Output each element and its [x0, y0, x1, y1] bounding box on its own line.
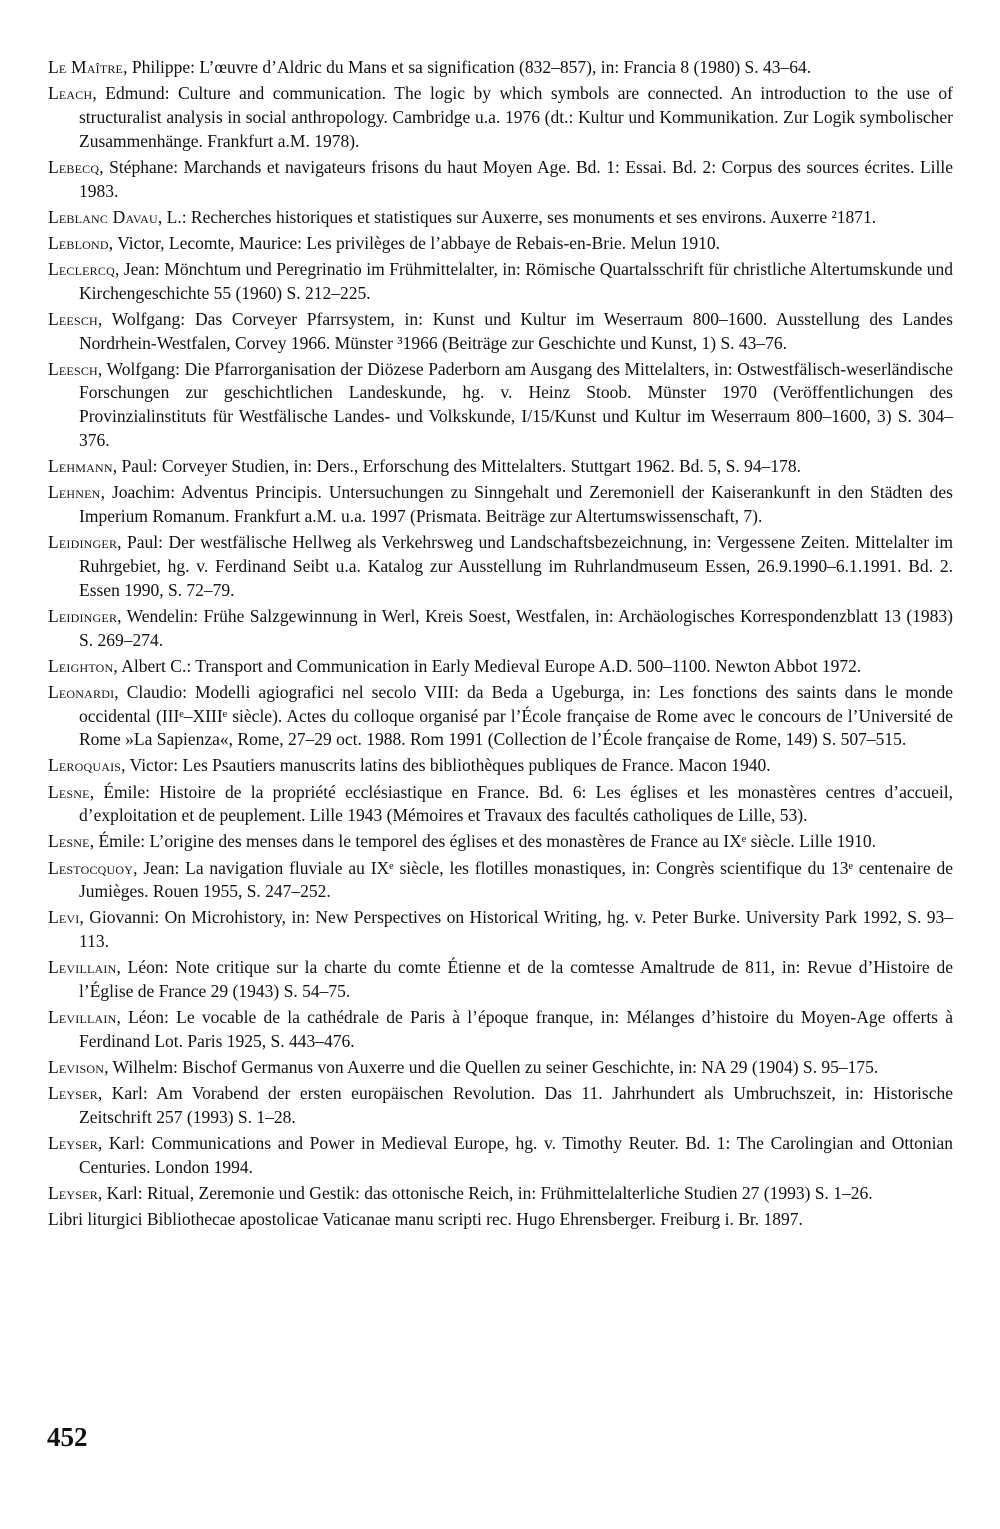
bibliography-entry	[48, 830, 953, 854]
entry-text: , Albert C.: Transport and Communication in Early Medieval Europe A.D. 500–1100. Newton Abbot 1972.	[113, 655, 862, 676]
entry-author: Levi	[48, 907, 80, 928]
page-number: 452	[47, 1422, 88, 1452]
bibliography-entry	[48, 258, 953, 306]
bibliography-entry	[48, 156, 953, 204]
entry-author: Leyser	[48, 1083, 98, 1104]
entry-text: , Wolfgang: Die Pfarrorganisation der Diözese Paderborn am Ausgang des Mittelalters, in: Ostwestfälisch-weserländische Forschungen zur geschichtlichen Landeskunde, hg. v. Heinz Stoob. Münster 1970 (Veröffentlichungen des Provinzialinstituts für Westfälische Landes- und Volkskunde, I/15/Kunst und Kultur im Weserraum 800–1600, 3) S. 304–376.	[79, 358, 953, 451]
bibliography-entry	[48, 358, 953, 453]
entry-text: , Giovanni: On Microhistory, in: New Perspectives on Historical Writing, hg. v. Peter Burke. University Park 1992, S. 93–113.	[79, 907, 953, 952]
bibliography-entry	[48, 308, 953, 356]
bibliography-entry	[48, 1056, 953, 1080]
entry-text: , Edmund: Culture and communication. The logic by which symbols are connected. An introduction to the use of structuralist analysis in social anthropology. Cambridge u.a. 1976 (dt.: Kultur und Kommunikation. Zur Logik symbolischer Zusammenhänge. Frankfurt a.M. 1978).	[79, 83, 953, 151]
bibliography-entry	[48, 605, 953, 653]
entry-text: , Jean: Mönchtum und Peregrinatio im Frühmittelalter, in: Römische Quartalsschrift für christliche Altertumskunde und Kirchengeschichte 55 (1960) S. 212–225.	[79, 258, 953, 303]
entry-text: , Paul: Der westfälische Hellweg als Verkehrsweg und Landschaftsbezeichnung, in: Vergessene Zeiten. Mittelalter im Ruhrgebiet, hg. v. Ferdinand Seibt u.a. Katalog zur Ausstellung im Ruhrlandmuseum Essen, 26.9.1990–6.1.1991. Bd. 2. Essen 1990, S. 72–79.	[79, 532, 953, 600]
entry-text: , Philippe: L’œuvre d’Aldric du Mans et sa signification (832–857), in: Francia 8 (1980) S. 43–64.	[123, 57, 812, 77]
bibliography-entry	[48, 906, 953, 954]
entry-text: , Victor, Lecomte, Maurice: Les privilèges de l’abbaye de Rebais-en-Brie. Melun 1910.	[108, 232, 720, 253]
entry-text: , Karl: Ritual, Zeremonie und Gestik: das ottonische Reich, in: Frühmittelalterliche Studien 27 (1993) S. 1–26.	[97, 1182, 873, 1203]
entry-author: Leroquais	[48, 755, 122, 776]
bibliography-list	[48, 56, 953, 1234]
bibliography-entry	[48, 481, 953, 529]
entry-text: , Émile: L’origine des menses dans le temporel des églises et des monastères de France au IXᵉ siècle. Lille 1910.	[89, 831, 876, 852]
entry-author: Lebecq	[48, 156, 100, 177]
entry-text: , Wolfgang: Das Corveyer Pfarrsystem, in: Kunst und Kultur im Weserraum 800–1600. Ausstellung des Landes Nordrhein-Westfalen, Corvey 1966. Münster ³1966 (Beiträge zur Geschichte und Kunst, 1) S. 43–76.	[79, 308, 953, 353]
entry-author: Leyser	[48, 1133, 98, 1154]
entry-author: Lehmann	[48, 456, 113, 477]
bibliography-entry	[48, 1082, 953, 1130]
bibliography-entry	[48, 1208, 953, 1232]
bibliography-entry	[48, 531, 953, 602]
entry-author: Leblanc Davau	[48, 206, 158, 227]
bibliography-entry	[48, 655, 953, 679]
bibliography-entry	[48, 232, 953, 256]
entry-author: Leesch	[48, 308, 98, 329]
entry-author: Leighton	[48, 655, 114, 676]
entry-text: , Wilhelm: Bischof Germanus von Auxerre und die Quellen zu seiner Geschichte, in: NA 29 (1904) S. 95–175.	[104, 1057, 879, 1078]
entry-text: , Léon: Note critique sur la charte du comte Étienne et de la comtesse Amaltrude de 811, in: Revue d’Histoire de l’Église de France 29 (1943) S. 54–75.	[79, 957, 953, 1002]
bibliography-entry	[48, 857, 953, 905]
entry-author: Leclercq	[48, 258, 115, 279]
entry-text: Libri liturgici Bibliothecae apostolicae Vaticanae manu scripti rec. Hugo Ehrensberger. Freiburg i. Br. 1897.	[48, 1209, 803, 1230]
entry-author: Levillain	[48, 957, 117, 978]
entry-author: Levillain	[48, 1007, 117, 1028]
bibliography-entry	[48, 1132, 953, 1180]
entry-text: , Émile: Histoire de la propriété ecclésiastique en France. Bd. 6: Les églises et les monastères centres d’accueil, d’exploitation et de peuplement. Lille 1943 (Mémoires et Travaux des facultés catholiques de Lille, 53).	[79, 781, 953, 826]
entry-text: , Victor: Les Psautiers manuscrits latins des bibliothèques publiques de France. Macon 1940.	[121, 755, 771, 776]
entry-text: , Paul: Corveyer Studien, in: Ders., Erforschung des Mittelalters. Stuttgart 1962. Bd. 5, S. 94–178.	[112, 456, 802, 477]
bibliography-entry	[48, 1006, 953, 1054]
entry-author: Lehnen	[48, 482, 101, 503]
entry-text: , L.: Recherches historiques et statistiques sur Auxerre, ses monuments et ses environs. Auxerre ²1871.	[157, 206, 877, 227]
bibliography-entry	[48, 455, 953, 479]
entry-author: Leyser	[48, 1182, 98, 1203]
entry-text: , Léon: Le vocable de la cathédrale de Paris à l’époque franque, in: Mélanges d’histoire du Moyen-Age offerts à Ferdinand Lot. Paris 1925, S. 443–476.	[79, 1007, 953, 1052]
entry-author: Leblond	[48, 232, 109, 253]
bibliography-entry	[48, 56, 953, 80]
entry-text: , Karl: Communications and Power in Medieval Europe, hg. v. Timothy Reuter. Bd. 1: The Carolingian and Ottonian Centuries. London 1994.	[79, 1133, 953, 1177]
entry-author: Levison	[48, 1057, 105, 1078]
bibliography-entry	[48, 781, 953, 829]
bibliography-entry	[48, 956, 953, 1004]
bibliography-entry	[48, 681, 953, 752]
entry-text: , Wendelin: Frühe Salzgewinnung in Werl, Kreis Soest, Westfalen, in: Archäologisches Korrespondenzblatt 13 (1983) S. 269–274.	[79, 605, 953, 650]
entry-author: Leidinger	[48, 605, 118, 626]
entry-text: , Claudio: Modelli agiografici nel secolo VIII: da Beda a Ugeburga, in: Les fonctions des saints dans le monde occidental (IIIᵉ–XIIIᵉ siècle). Actes du colloque organisé par l’École française de Rome avec le concours de l’Université de Rome »La Sapienza«, Rome, 27–29 oct. 1988. Rom 1991 (Collection de l’École française de Rome, 149) S. 507–515.	[79, 681, 953, 750]
entry-text: , Jean: La navigation fluviale au IXᵉ siècle, les flotilles monastiques, in: Congrès scientifique du 13ᵉ centenaire de Jumièges. Rouen 1955, S. 247–252.	[79, 857, 953, 902]
bibliography-entry	[48, 754, 953, 778]
bibliography-entry	[48, 206, 953, 230]
entry-author: Le Maître	[48, 57, 124, 77]
entry-author: Leidinger	[48, 532, 118, 553]
bibliography-entry	[48, 1182, 953, 1206]
entry-text: , Joachim: Adventus Principis. Untersuchungen zu Sinngehalt und Zeremoniell der Kaiserankunft in den Städten des Imperium Romanum. Frankfurt a.M. u.a. 1997 (Prismata. Beiträge zur Altertumswissenschaft, 7).	[79, 482, 953, 527]
entry-text: , Karl: Am Vorabend der ersten europäischen Revolution. Das 11. Jahrhundert als Umbruchszeit, in: Historische Zeitschrift 257 (1993) S. 1–28.	[79, 1083, 953, 1127]
entry-author: Lestocquoy	[48, 857, 134, 878]
entry-author: Leesch	[48, 358, 98, 379]
entry-author: Lesne	[48, 781, 90, 802]
bibliography-entry	[48, 82, 953, 153]
entry-author: Leach	[48, 83, 93, 104]
entry-author: Leonardi	[48, 681, 115, 702]
entry-text: , Stéphane: Marchands et navigateurs frisons du haut Moyen Age. Bd. 1: Essai. Bd. 2: Corpus des sources écrites. Lille 1983.	[79, 156, 953, 201]
entry-author: Lesne	[48, 831, 90, 852]
